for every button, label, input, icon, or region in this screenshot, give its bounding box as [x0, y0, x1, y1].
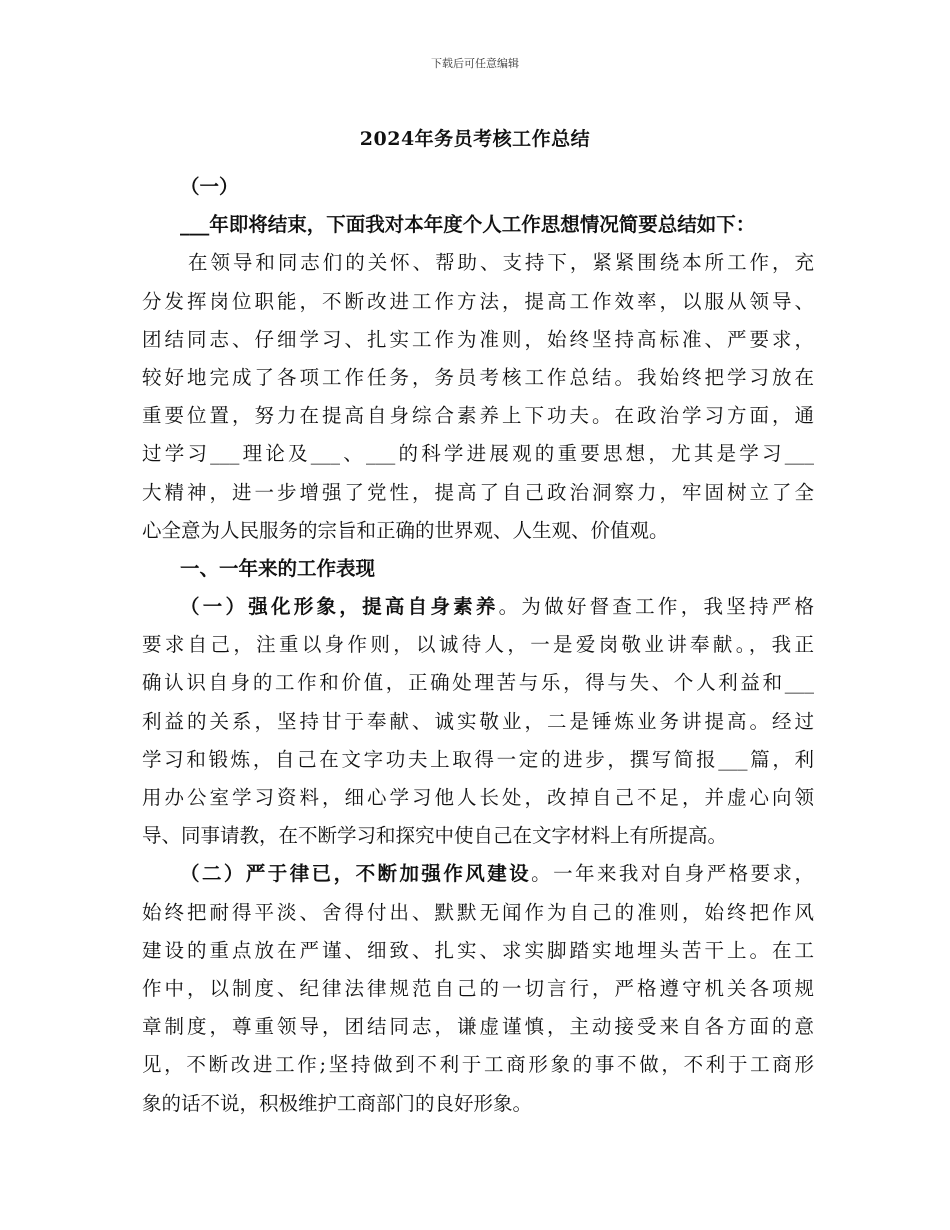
paragraph-line: 大精神，进一步增强了党性，提高了自己政治洞察力，牢固树立了全 — [142, 480, 814, 504]
paragraph-line: 要求自己，注重以身作则，以诚待人，一是爱岗敬业讲奉献。，我正 — [142, 633, 814, 657]
paragraph-line: 作中，以制度、纪律法律规范自己的一切言行，严格遵守机关各项规 — [142, 976, 814, 1000]
paragraph-line: 利益的关系，坚持甘于奉献、诚实敬业，二是锤炼业务讲提高。经过 — [142, 709, 814, 733]
page-header-note: 下载后可任意编辑 — [431, 57, 519, 70]
paragraph-line: 始终把耐得平淡、舍得付出、默默无闻作为自己的准则，始终把作风 — [142, 900, 814, 924]
paragraph-line: 导、同事请教，在不断学习和探究中使自己在文字材料上有所提高。 — [142, 824, 728, 848]
paragraph-line: 章制度，尊重领导，团结同志，谦虚谨慎，主动接受来自各方面的意 — [142, 1015, 814, 1039]
paragraph-study — [142, 244, 814, 550]
paragraph-line: 过学习___理论及___、___的科学进展观的重要思想，尤其是学习___ — [142, 442, 814, 466]
section-marker: （一） — [180, 175, 239, 198]
paragraph-line: 重要位置，努力在提高自身综合素养上下功夫。在政治学习方面，通 — [142, 404, 814, 428]
paragraph-line — [142, 588, 814, 626]
paragraph-line: 象的话不说，积极维护工商部门的良好形象。 — [142, 1091, 533, 1115]
paragraph-line: 确认识自身的工作和价值，正确处理苦与乐，得与失、个人利益和___ — [142, 671, 814, 695]
paragraph-line: 分发挥岗位职能，不断改进工作方法，提高工作效率，以服从领导、 — [142, 289, 814, 313]
subsection-heading: （二）严于律已，不断加强作风建设 — [180, 862, 532, 886]
paragraph-line: 较好地完成了各项工作任务，务员考核工作总结。我始终把学习放在 — [142, 365, 814, 389]
paragraph-line: 在领导和同志们的关怀、帮助、支持下，紧紧围绕本所工作，充 — [188, 251, 814, 275]
paragraph-line: 心全意为人民服务的宗旨和正确的世界观、人生观、价值观。 — [142, 518, 669, 542]
document-title: 2024年务员考核工作总结 — [359, 128, 591, 150]
subsection-text: 。为做好督查工作，我坚持严格 — [498, 595, 814, 619]
paragraph-line: 用办公室学习资料，细心学习他人长处，改掉自己不足，并虚心向领 — [142, 786, 814, 809]
subsection-image — [142, 588, 814, 855]
paragraph-line: 学习和锻炼，自己在文字功夫上取得一定的进步，撰写简报___篇，利 — [142, 747, 814, 771]
subsection-discipline — [142, 855, 814, 1122]
section-heading: 一、一年来的工作表现 — [180, 556, 376, 580]
subsection-heading: （一）强化形象，提高自身素养 — [180, 595, 499, 619]
subsection-text: 。一年来我对自身严格要求， — [531, 862, 814, 886]
paragraph-line: 建设的重点放在严谨、细致、扎实、求实脚踏实地埋头苦干上。在工 — [142, 938, 814, 962]
paragraph-line: 见，不断改进工作;坚持做到不利于工商形象的事不做，不利于工商形 — [142, 1053, 814, 1077]
paragraph-line — [142, 855, 814, 893]
paragraph-line: 团结同志、仔细学习、扎实工作为准则，始终坚持高标准、严要求， — [142, 327, 814, 351]
intro-line: ___年即将结束，下面我对本年度个人工作思想情况简要总结如下： — [180, 213, 756, 237]
document-body — [142, 168, 814, 1123]
